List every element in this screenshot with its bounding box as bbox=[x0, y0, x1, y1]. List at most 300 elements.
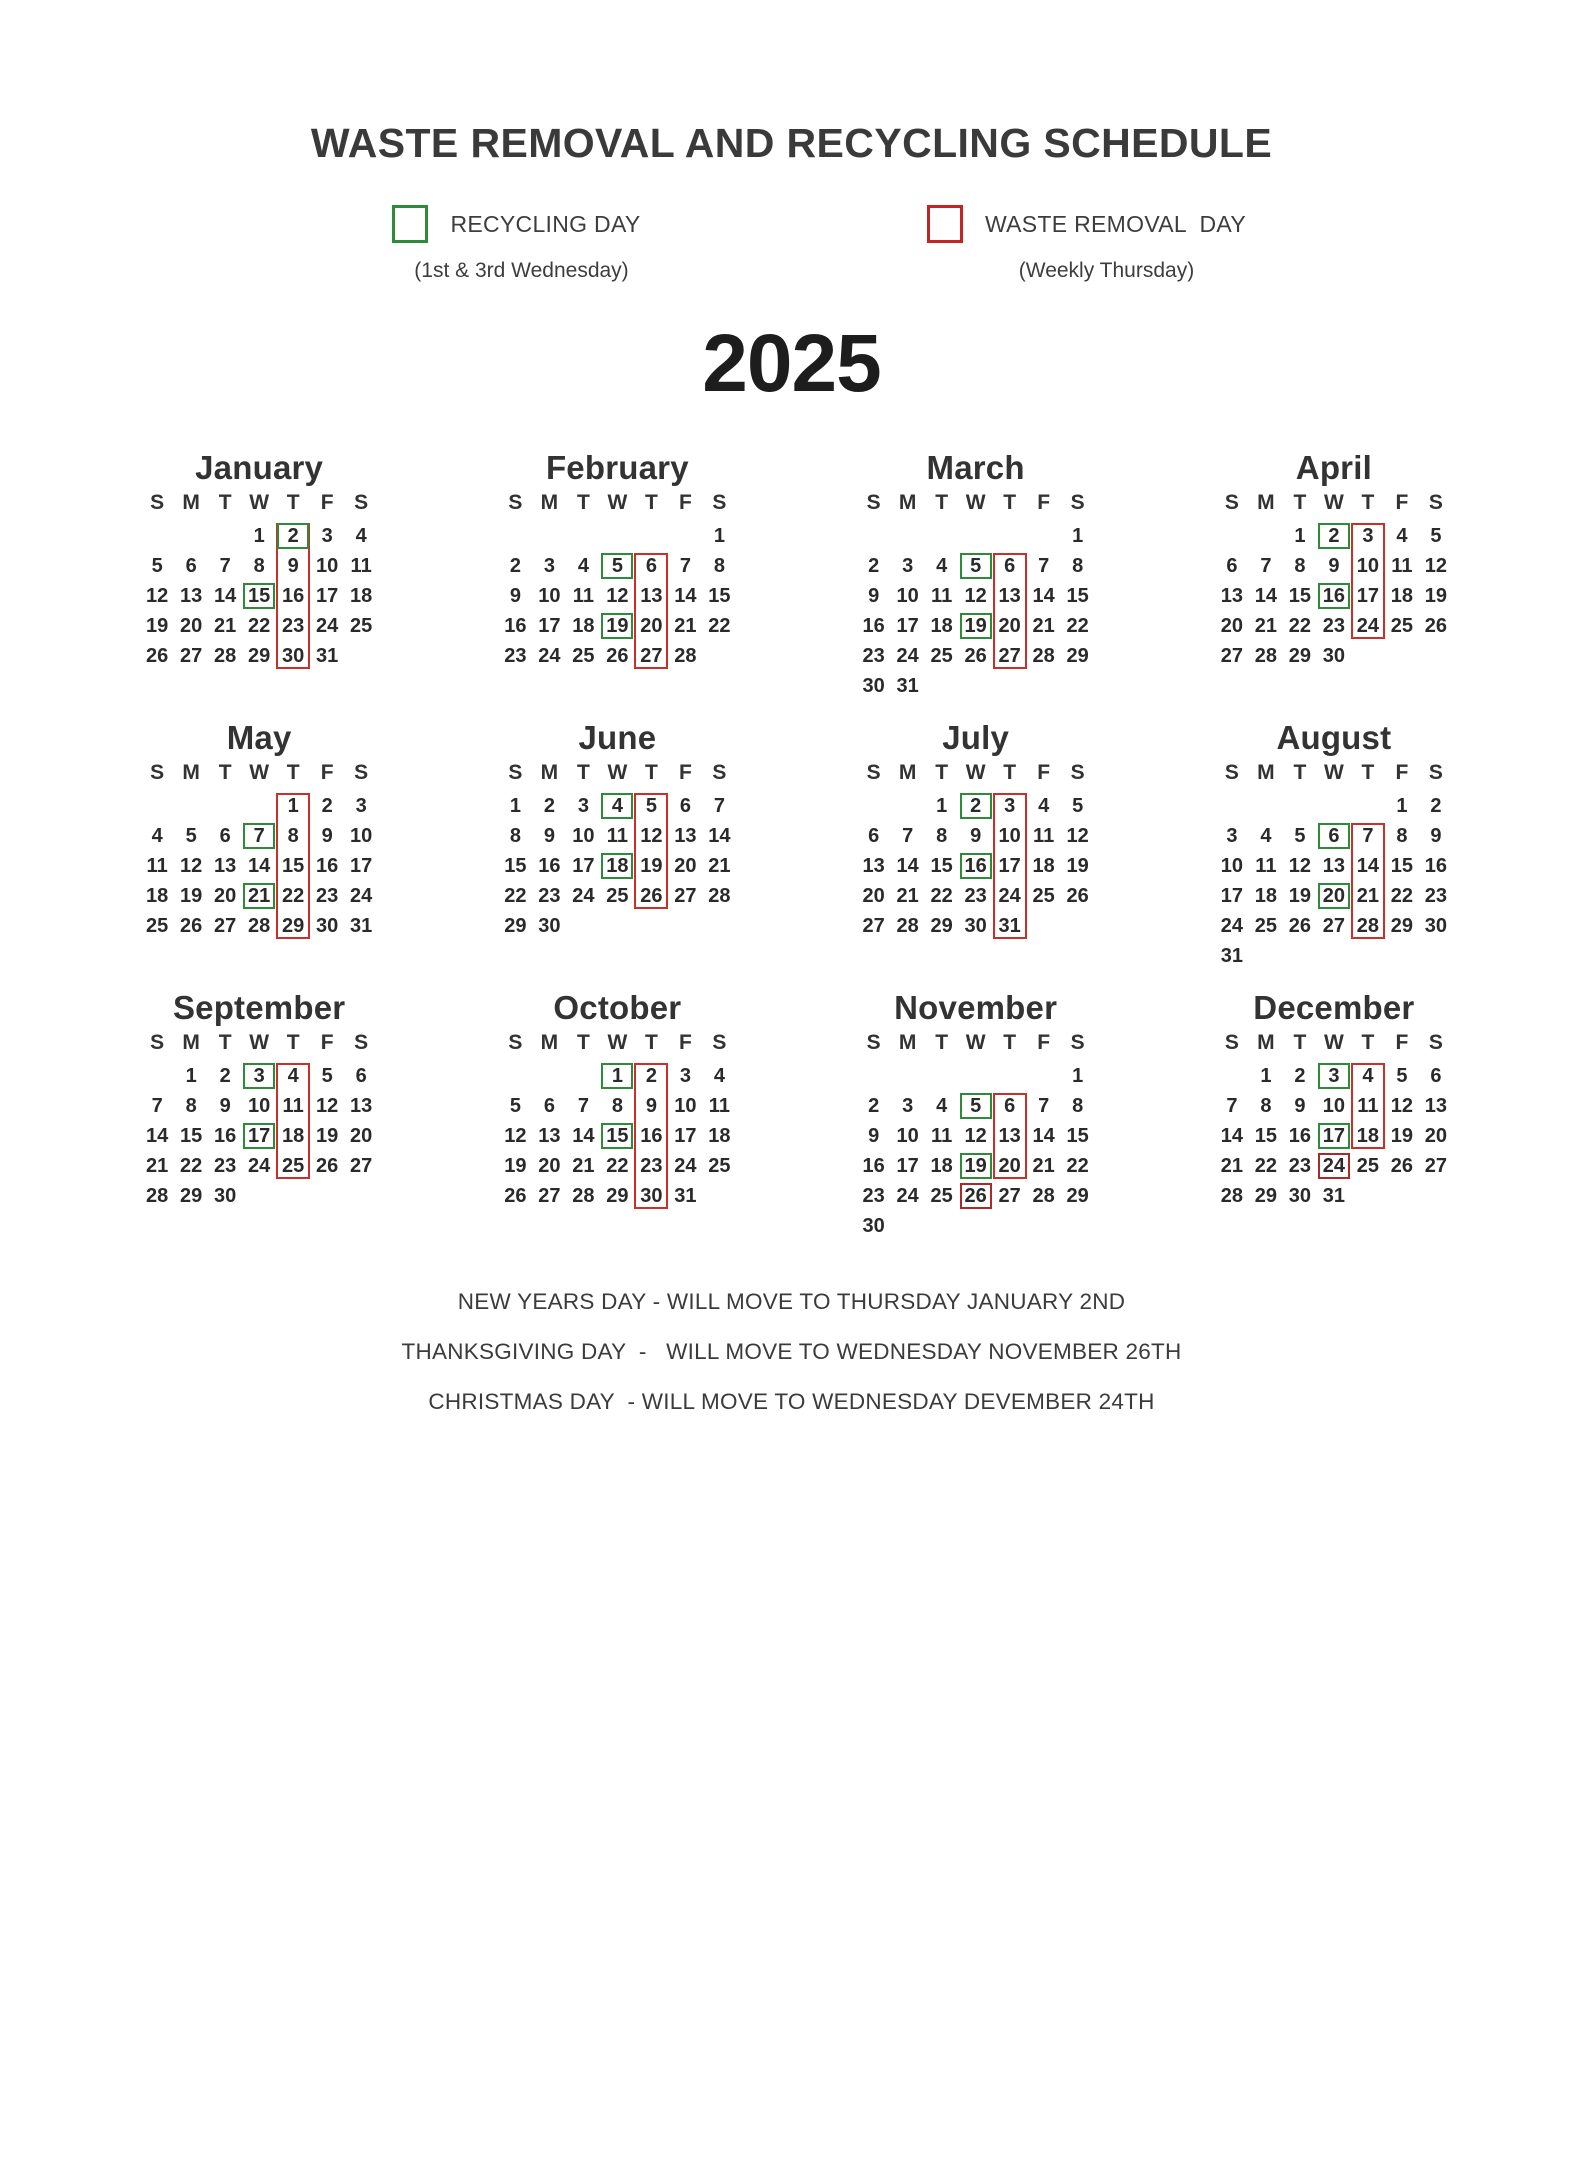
day-cell: 18 bbox=[146, 885, 169, 907]
weekday-label: S bbox=[1070, 1031, 1085, 1054]
day-cell: 5 bbox=[509, 1095, 521, 1117]
weekday-label: W bbox=[607, 491, 628, 514]
weekday-label: T bbox=[1003, 491, 1017, 514]
day-cell: 3 bbox=[242, 1061, 276, 1091]
day-cell: 9 bbox=[868, 1125, 880, 1147]
weekday-label: W bbox=[965, 761, 986, 784]
footer-notes bbox=[0, 1289, 1583, 1415]
day-cell: 9 bbox=[1328, 555, 1340, 577]
day-cell: 24 bbox=[896, 645, 919, 667]
week-row bbox=[797, 581, 1155, 611]
weekday-label: T bbox=[576, 1031, 590, 1054]
day-cell: 9 bbox=[645, 1095, 657, 1117]
day-cell: 25 bbox=[350, 615, 373, 637]
day-cell-empty bbox=[174, 521, 208, 551]
day-cell: 19 bbox=[959, 1151, 993, 1181]
day-cell: 24 bbox=[538, 645, 561, 667]
weekday-label: S bbox=[866, 491, 881, 514]
day-cell: 9 bbox=[321, 825, 333, 847]
day-cell: 11 bbox=[1357, 1095, 1379, 1117]
day-cell-empty bbox=[344, 1181, 378, 1211]
day-cell: 19 bbox=[959, 611, 993, 641]
day-cell: 19 bbox=[1424, 585, 1447, 607]
day-cell: 4 bbox=[355, 525, 367, 547]
weekday-label: T bbox=[1293, 491, 1307, 514]
day-cell-empty bbox=[993, 521, 1027, 551]
day-cell: 14 bbox=[1032, 1125, 1055, 1147]
day-cell: 20 bbox=[640, 615, 663, 637]
month-february bbox=[438, 449, 796, 701]
day-cell: 21 bbox=[896, 885, 919, 907]
week-row bbox=[1155, 581, 1513, 611]
day-cell: 22 bbox=[1288, 615, 1311, 637]
day-cell: 25 bbox=[1356, 1155, 1379, 1177]
week-row bbox=[1155, 821, 1513, 851]
weekday-label: T bbox=[644, 1031, 658, 1054]
day-cell: 15 bbox=[242, 581, 276, 611]
day-cell: 8 bbox=[185, 1095, 197, 1117]
day-cell: 6 bbox=[355, 1065, 367, 1087]
week-row bbox=[1155, 941, 1513, 971]
day-cell: 20 bbox=[862, 885, 885, 907]
day-cell: 29 bbox=[1288, 645, 1311, 667]
day-cell: 6 bbox=[1226, 555, 1238, 577]
day-cell-empty bbox=[600, 911, 634, 941]
day-cell: 21 bbox=[1254, 615, 1277, 637]
month-weeks bbox=[438, 791, 796, 941]
day-cell: 26 bbox=[606, 645, 629, 667]
day-cell: 2 bbox=[1294, 1065, 1306, 1087]
day-cell: 12 bbox=[504, 1125, 527, 1147]
day-cell: 9 bbox=[1294, 1095, 1306, 1117]
day-cell: 27 bbox=[350, 1155, 373, 1177]
recycling-day-marker bbox=[960, 613, 992, 639]
day-cell-empty bbox=[1215, 521, 1249, 551]
weekday-label: T bbox=[644, 761, 658, 784]
day-cell: 1 bbox=[1072, 1065, 1084, 1087]
weekday-label: S bbox=[1070, 491, 1085, 514]
recycling-day-marker bbox=[601, 1123, 633, 1149]
day-cell-empty bbox=[1215, 1061, 1249, 1091]
day-cell: 4 bbox=[1038, 795, 1050, 817]
red-square-icon bbox=[927, 205, 963, 243]
day-cell: 14 bbox=[674, 585, 697, 607]
day-cell: 3 bbox=[1004, 795, 1016, 817]
day-cell: 13 bbox=[1322, 855, 1345, 877]
day-cell: 5 bbox=[151, 555, 163, 577]
weekday-label: T bbox=[935, 1031, 949, 1054]
day-cell: 17 bbox=[1356, 585, 1379, 607]
day-cell: 6 bbox=[1317, 821, 1351, 851]
day-cell: 1 bbox=[185, 1065, 197, 1087]
day-cell: 25 bbox=[282, 1155, 305, 1177]
day-cell: 25 bbox=[1032, 885, 1055, 907]
day-cell: 1 bbox=[509, 795, 521, 817]
day-cell: 28 bbox=[708, 885, 731, 907]
weekday-label: F bbox=[1037, 761, 1051, 784]
day-cell: 1 bbox=[713, 525, 725, 547]
weekday-label: S bbox=[1070, 761, 1085, 784]
weekday-label: S bbox=[354, 491, 369, 514]
day-cell: 6 bbox=[1004, 555, 1016, 577]
weekday-label: W bbox=[249, 761, 270, 784]
day-cell: 15 bbox=[600, 1121, 634, 1151]
day-cell: 7 bbox=[1038, 555, 1050, 577]
day-cell: 21 bbox=[214, 615, 237, 637]
weekday-label: S bbox=[712, 761, 727, 784]
weekday-label: F bbox=[1395, 761, 1409, 784]
month-weeks bbox=[438, 1061, 796, 1211]
day-cell: 1 bbox=[1396, 795, 1408, 817]
day-cell-empty bbox=[891, 1211, 925, 1241]
week-row bbox=[1155, 641, 1513, 671]
day-cell: 13 bbox=[862, 855, 885, 877]
day-cell: 22 bbox=[1390, 885, 1413, 907]
day-cell-empty bbox=[1317, 791, 1351, 821]
day-cell: 8 bbox=[253, 555, 265, 577]
weekday-label: M bbox=[1257, 491, 1275, 514]
week-row bbox=[797, 1181, 1155, 1211]
day-cell: 4 bbox=[1396, 525, 1408, 547]
day-cell: 19 bbox=[146, 615, 169, 637]
day-cell: 26 bbox=[1066, 885, 1089, 907]
day-cell: 8 bbox=[1072, 555, 1084, 577]
day-cell: 14 bbox=[708, 825, 731, 847]
day-cell: 1 bbox=[253, 525, 265, 547]
weekday-label: S bbox=[508, 491, 523, 514]
day-cell: 24 bbox=[572, 885, 595, 907]
day-cell: 8 bbox=[611, 1095, 623, 1117]
day-cell: 17 bbox=[896, 615, 919, 637]
day-cell: 7 bbox=[679, 555, 691, 577]
day-cell: 9 bbox=[1430, 825, 1442, 847]
day-cell: 25 bbox=[606, 885, 629, 907]
day-cell: 3 bbox=[355, 795, 367, 817]
month-title: September bbox=[172, 989, 346, 1026]
day-cell: 24 bbox=[674, 1155, 697, 1177]
day-cell: 4 bbox=[713, 1065, 725, 1087]
day-cell: 23 bbox=[862, 1185, 885, 1207]
day-cell: 14 bbox=[896, 855, 919, 877]
day-cell: 12 bbox=[606, 585, 629, 607]
day-cell: 26 bbox=[504, 1185, 527, 1207]
day-cell-empty bbox=[1061, 1211, 1095, 1241]
day-cell-empty bbox=[1061, 671, 1095, 701]
weekday-label: S bbox=[1224, 1031, 1239, 1054]
recycling-day-marker bbox=[601, 1063, 633, 1089]
day-cell: 30 bbox=[1288, 1185, 1311, 1207]
week-row bbox=[1155, 911, 1513, 941]
day-cell-empty bbox=[1283, 791, 1317, 821]
day-cell-empty bbox=[959, 521, 993, 551]
day-cell: 13 bbox=[1220, 585, 1243, 607]
day-cell-empty bbox=[1249, 521, 1283, 551]
day-cell: 20 bbox=[180, 615, 203, 637]
month-january bbox=[80, 449, 438, 701]
day-cell: 2 bbox=[509, 555, 521, 577]
day-cell: 4 bbox=[577, 555, 589, 577]
recycling-day-marker bbox=[243, 1123, 275, 1149]
day-cell: 11 bbox=[282, 1095, 304, 1117]
day-cell: 5 bbox=[1294, 825, 1306, 847]
day-cell: 4 bbox=[936, 1095, 948, 1117]
day-cell: 24 bbox=[998, 885, 1021, 907]
week-row bbox=[438, 791, 796, 821]
day-cell: 24 bbox=[316, 615, 339, 637]
day-cell: 24 bbox=[1220, 915, 1243, 937]
footer-note: CHRISTMAS DAY - WILL MOVE TO WEDNESDAY DEVEMBER 24TH bbox=[428, 1389, 1155, 1414]
day-cell: 11 bbox=[1391, 555, 1413, 577]
day-cell: 22 bbox=[248, 615, 271, 637]
day-cell-empty bbox=[310, 1181, 344, 1211]
day-cell: 13 bbox=[998, 585, 1021, 607]
day-cell: 16 bbox=[1288, 1125, 1311, 1147]
day-cell: 30 bbox=[316, 915, 339, 937]
week-row bbox=[797, 1121, 1155, 1151]
day-cell: 31 bbox=[316, 645, 339, 667]
day-cell: 4 bbox=[287, 1065, 299, 1087]
day-cell: 20 bbox=[350, 1125, 373, 1147]
day-cell: 6 bbox=[543, 1095, 555, 1117]
day-cell: 3 bbox=[902, 555, 914, 577]
week-row bbox=[1155, 1061, 1513, 1091]
day-cell: 28 bbox=[572, 1185, 595, 1207]
month-title: December bbox=[1253, 989, 1415, 1026]
day-cell: 16 bbox=[538, 855, 561, 877]
day-cell: 27 bbox=[180, 645, 203, 667]
day-cell: 21 bbox=[674, 615, 697, 637]
week-row bbox=[80, 911, 438, 941]
day-cell: 29 bbox=[248, 645, 271, 667]
day-cell-empty bbox=[566, 521, 600, 551]
week-row bbox=[80, 641, 438, 671]
day-cell: 12 bbox=[1424, 555, 1447, 577]
month-weeks bbox=[797, 791, 1155, 941]
day-cell: 12 bbox=[640, 825, 663, 847]
day-cell: 26 bbox=[1390, 1155, 1413, 1177]
day-cell-empty bbox=[993, 1061, 1027, 1091]
weekday-label: W bbox=[249, 491, 270, 514]
day-cell: 25 bbox=[708, 1155, 731, 1177]
weekday-label: S bbox=[1428, 1031, 1443, 1054]
day-cell-empty bbox=[498, 1061, 532, 1091]
weekday-label: F bbox=[1037, 491, 1051, 514]
weekday-label: M bbox=[540, 761, 559, 784]
day-cell: 15 bbox=[1066, 585, 1089, 607]
recycling-day-marker bbox=[601, 553, 633, 579]
day-cell: 22 bbox=[180, 1155, 203, 1177]
weekday-header-row bbox=[1155, 1031, 1513, 1055]
recycling-day-marker bbox=[601, 613, 633, 639]
week-row bbox=[80, 821, 438, 851]
weekday-label: F bbox=[320, 761, 334, 784]
day-cell: 19 bbox=[180, 885, 203, 907]
day-cell-empty bbox=[1027, 911, 1061, 941]
day-cell: 20 bbox=[214, 885, 237, 907]
day-cell: 24 bbox=[1356, 615, 1379, 637]
week-row bbox=[438, 521, 796, 551]
week-row bbox=[1155, 1151, 1513, 1181]
weekday-label: T bbox=[218, 491, 232, 514]
day-cell-empty bbox=[174, 791, 208, 821]
day-cell: 18 bbox=[282, 1125, 305, 1147]
day-cell-empty bbox=[1027, 1211, 1061, 1241]
day-cell: 19 bbox=[1390, 1125, 1413, 1147]
day-cell: 11 bbox=[350, 555, 372, 577]
day-cell: 21 bbox=[1032, 615, 1055, 637]
day-cell: 27 bbox=[998, 645, 1021, 667]
weekday-label: T bbox=[1361, 761, 1375, 784]
week-row bbox=[1155, 791, 1513, 821]
day-cell: 27 bbox=[674, 885, 697, 907]
page-title: WASTE REMOVAL AND RECYCLING SCHEDULE bbox=[310, 120, 1273, 166]
day-cell: 7 bbox=[219, 555, 231, 577]
week-row bbox=[438, 1091, 796, 1121]
day-cell: 17 bbox=[1317, 1121, 1351, 1151]
day-cell: 29 bbox=[1254, 1185, 1277, 1207]
week-row bbox=[797, 881, 1155, 911]
day-cell: 3 bbox=[543, 555, 555, 577]
day-cell: 4 bbox=[151, 825, 163, 847]
month-title: April bbox=[1295, 449, 1372, 486]
day-cell: 23 bbox=[1322, 615, 1345, 637]
day-cell: 8 bbox=[1072, 1095, 1084, 1117]
day-cell: 31 bbox=[1220, 945, 1243, 967]
recycling-day-marker bbox=[1318, 1063, 1350, 1089]
weekday-label: T bbox=[1003, 761, 1017, 784]
day-cell: 25 bbox=[146, 915, 169, 937]
weekday-header-row bbox=[797, 1031, 1155, 1055]
weekday-label: S bbox=[150, 491, 165, 514]
week-row bbox=[438, 1121, 796, 1151]
weekday-header-row bbox=[797, 491, 1155, 515]
week-row bbox=[797, 791, 1155, 821]
day-cell: 28 bbox=[1032, 1185, 1055, 1207]
day-cell: 7 bbox=[151, 1095, 163, 1117]
day-cell-empty bbox=[1249, 791, 1283, 821]
day-cell: 18 bbox=[600, 851, 634, 881]
weekday-label: S bbox=[712, 1031, 727, 1054]
calendar-grid bbox=[0, 449, 1583, 1241]
day-cell-empty bbox=[925, 521, 959, 551]
day-cell: 27 bbox=[214, 915, 237, 937]
week-row bbox=[1155, 611, 1513, 641]
recycling-day-marker bbox=[1318, 1123, 1350, 1149]
day-cell: 22 bbox=[930, 885, 953, 907]
month-may bbox=[80, 719, 438, 971]
day-cell-empty bbox=[702, 641, 736, 671]
day-cell-empty bbox=[1385, 641, 1419, 671]
day-cell: 30 bbox=[862, 1215, 885, 1237]
week-row bbox=[1155, 1121, 1513, 1151]
day-cell: 5 bbox=[321, 1065, 333, 1087]
day-cell: 23 bbox=[964, 885, 987, 907]
recycling-day-marker bbox=[960, 553, 992, 579]
weekday-label: M bbox=[1257, 1031, 1275, 1054]
week-row bbox=[80, 1121, 438, 1151]
month-weeks bbox=[797, 521, 1155, 701]
weekday-label: F bbox=[320, 491, 334, 514]
day-cell-empty bbox=[634, 911, 668, 941]
weekday-label: S bbox=[354, 761, 369, 784]
day-cell: 2 bbox=[276, 521, 310, 551]
day-cell: 11 bbox=[146, 855, 168, 877]
month-title: August bbox=[1276, 719, 1392, 756]
weekday-label: W bbox=[249, 1031, 270, 1054]
day-cell: 12 bbox=[1066, 825, 1089, 847]
day-cell: 31 bbox=[674, 1185, 697, 1207]
day-cell: 8 bbox=[287, 825, 299, 847]
day-cell-empty bbox=[276, 1181, 310, 1211]
day-cell: 28 bbox=[1356, 915, 1379, 937]
day-cell: 21 bbox=[146, 1155, 169, 1177]
day-cell: 23 bbox=[1288, 1155, 1311, 1177]
day-cell: 7 bbox=[1226, 1095, 1238, 1117]
legend-waste bbox=[857, 205, 1317, 283]
month-weeks bbox=[80, 521, 438, 671]
day-cell: 22 bbox=[282, 885, 305, 907]
day-cell: 6 bbox=[185, 555, 197, 577]
day-cell: 1 bbox=[287, 795, 299, 817]
day-cell: 13 bbox=[1424, 1095, 1447, 1117]
week-row bbox=[80, 851, 438, 881]
green-square-icon bbox=[392, 205, 428, 243]
day-cell: 15 bbox=[1288, 585, 1311, 607]
day-cell: 24 bbox=[350, 885, 373, 907]
day-cell-empty bbox=[532, 1061, 566, 1091]
day-cell: 12 bbox=[964, 585, 987, 607]
weekday-label: M bbox=[898, 761, 917, 784]
day-cell: 22 bbox=[606, 1155, 629, 1177]
day-cell: 16 bbox=[1424, 855, 1447, 877]
day-cell: 14 bbox=[248, 855, 271, 877]
day-cell: 19 bbox=[1066, 855, 1089, 877]
day-cell: 14 bbox=[1356, 855, 1379, 877]
day-cell: 13 bbox=[350, 1095, 373, 1117]
month-weeks bbox=[1155, 1061, 1513, 1211]
day-cell: 24 bbox=[896, 1185, 919, 1207]
day-cell: 11 bbox=[606, 825, 628, 847]
day-cell: 16 bbox=[862, 615, 885, 637]
week-row bbox=[80, 551, 438, 581]
day-cell-empty bbox=[1027, 521, 1061, 551]
day-cell: 23 bbox=[504, 645, 527, 667]
day-cell: 15 bbox=[708, 585, 731, 607]
recycling-day-marker bbox=[1318, 823, 1350, 849]
day-cell: 31 bbox=[896, 675, 919, 697]
day-cell: 13 bbox=[214, 855, 237, 877]
day-cell: 6 bbox=[1004, 1095, 1016, 1117]
week-row bbox=[80, 581, 438, 611]
day-cell: 7 bbox=[242, 821, 276, 851]
legend-recycling-sub: (1st & 3rd Wednesday) bbox=[414, 259, 629, 282]
day-cell-empty bbox=[959, 671, 993, 701]
day-cell: 6 bbox=[645, 555, 657, 577]
recycling-day-marker bbox=[601, 793, 633, 819]
day-cell: 30 bbox=[214, 1185, 237, 1207]
weekday-label: M bbox=[540, 1031, 559, 1054]
day-cell: 26 bbox=[180, 915, 203, 937]
week-row bbox=[1155, 521, 1513, 551]
week-row bbox=[438, 1181, 796, 1211]
day-cell-empty bbox=[242, 791, 276, 821]
day-cell: 5 bbox=[185, 825, 197, 847]
day-cell: 11 bbox=[1255, 855, 1277, 877]
day-cell: 29 bbox=[1066, 1185, 1089, 1207]
day-cell: 12 bbox=[1288, 855, 1311, 877]
day-cell: 3 bbox=[577, 795, 589, 817]
week-row bbox=[797, 671, 1155, 701]
